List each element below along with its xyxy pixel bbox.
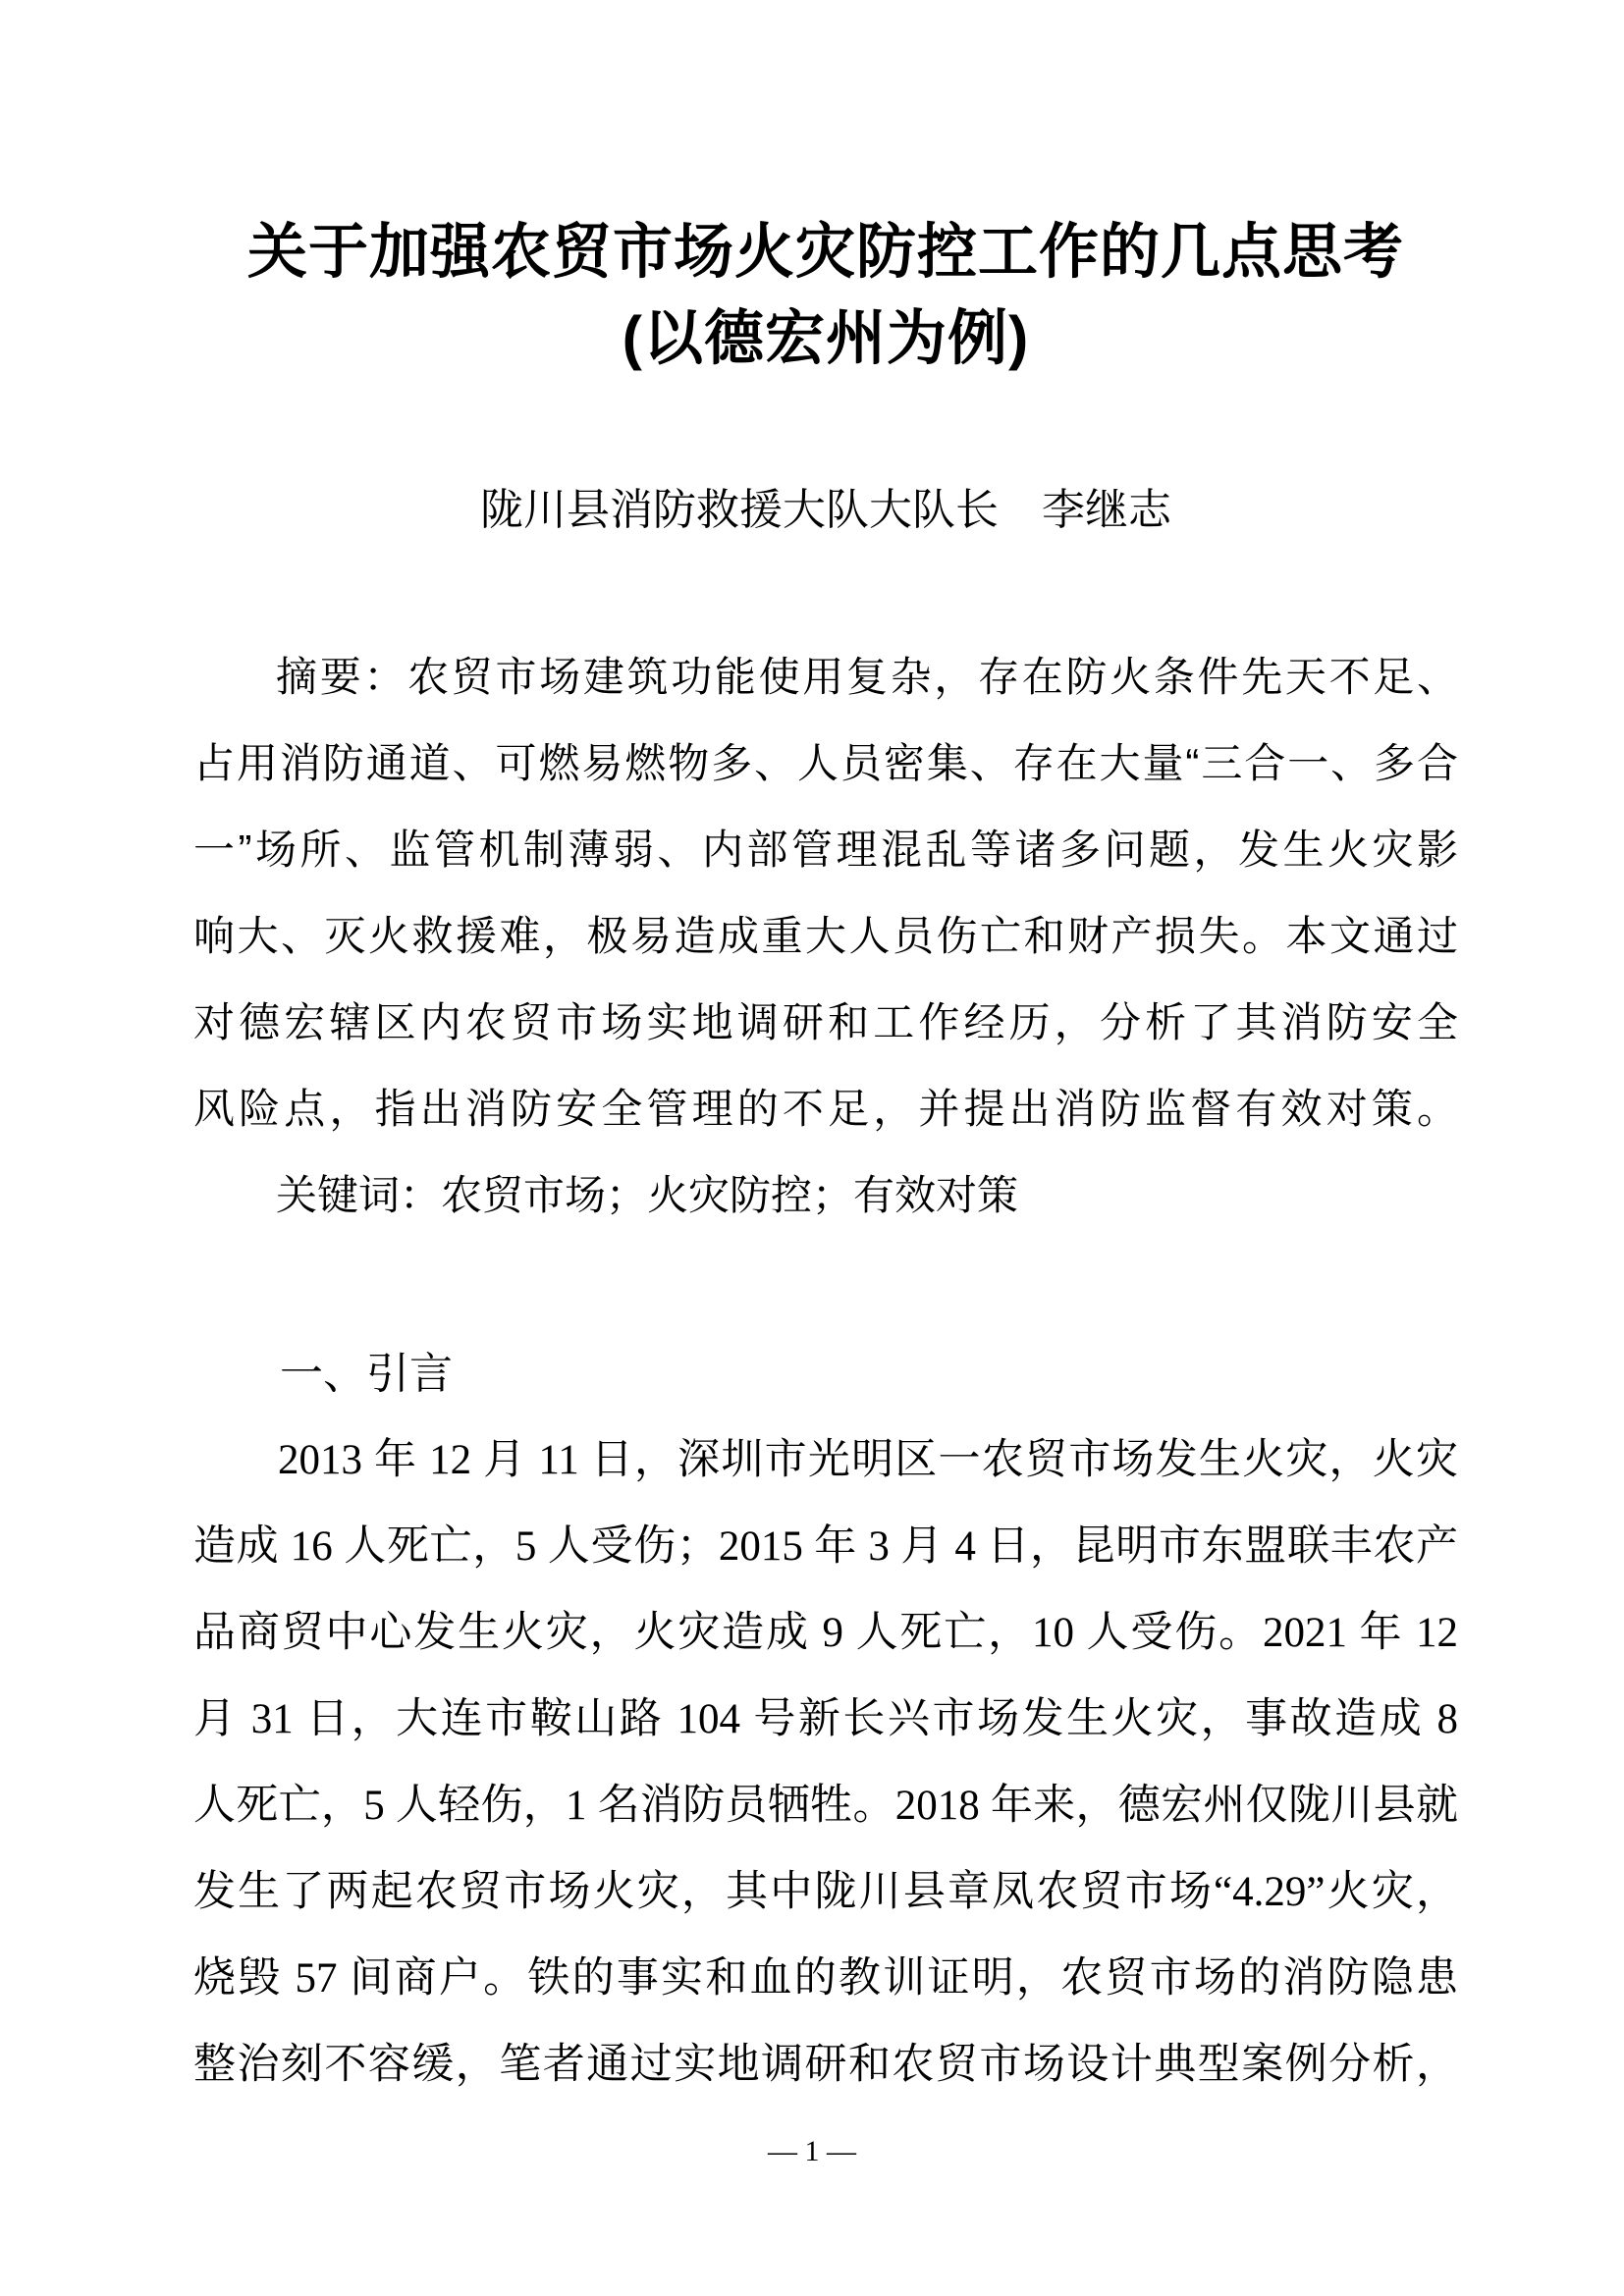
body-line-1: 2013 年 12 月 11 日，深圳市光明区一农贸市场发生火灾，火灾 [278, 1437, 1458, 1483]
page-number: — 1 — [768, 2135, 856, 2167]
abstract-line-4: 响大、灭火救援难，极易造成重大人员伤亡和财产损失。本文通过 [193, 913, 1458, 959]
author-line: 陇川县消防救援大队大队长 李继志 [480, 486, 1171, 534]
document-title-line-1: 关于加强农贸市场火灾防控工作的几点思考 [246, 218, 1404, 285]
body-line-8: 整治刻不容缓，笔者通过实地调研和农贸市场设计典型案例分析， [193, 2042, 1458, 2088]
abstract-line-5: 对德宏辖区内农贸市场实地调研和工作经历，分析了其消防安全 [193, 999, 1458, 1045]
keywords-line: 关键词：农贸市场；火灾防控；有效对策 [276, 1172, 1019, 1218]
title-block [193, 208, 1458, 381]
body-line-6: 发生了两起农贸市场火灾，其中陇川县章凤农贸市场“4.29”火灾， [193, 1869, 1458, 1915]
document-title-line-2: (以德宏州为例) [622, 304, 1030, 371]
body-line-3: 品商贸中心发生火灾，火灾造成 9 人死亡，10 人受伤。2021 年 12 [193, 1610, 1458, 1656]
body-line-4: 月 31 日，大连市鞍山路 104 号新长兴市场发生火灾，事故造成 8 [193, 1696, 1458, 1742]
abstract-section [193, 634, 1458, 1239]
abstract-line-3: 一”场所、监管机制薄弱、内部管理混乱等诸多问题，发生火灾影 [193, 827, 1458, 873]
section-heading: 一、引言 [280, 1350, 453, 1398]
abstract-line-6: 风险点，指出消防安全管理的不足，并提出消防监督有效对策。 [193, 1086, 1458, 1132]
body-line-2: 造成 16 人死亡，5 人受伤；2015 年 3 月 4 日，昆明市东盟联丰农产 [193, 1523, 1458, 1570]
body-line-5: 人死亡，5 人轻伤，1 名消防员牺牲。2018 年来，德宏州仅陇川县就 [193, 1783, 1458, 1829]
body-line-7: 烧毁 57 间商户。铁的事实和血的教训证明，农贸市场的消防隐患 [193, 1955, 1458, 2002]
body-section [193, 1417, 1458, 2109]
abstract-line-2: 占用消防通道、可燃易燃物多、人员密集、存在大量“三合一、多合 [193, 740, 1458, 786]
abstract-line-1: 摘要：农贸市场建筑功能使用复杂，存在防火条件先天不足、 [276, 654, 1458, 700]
